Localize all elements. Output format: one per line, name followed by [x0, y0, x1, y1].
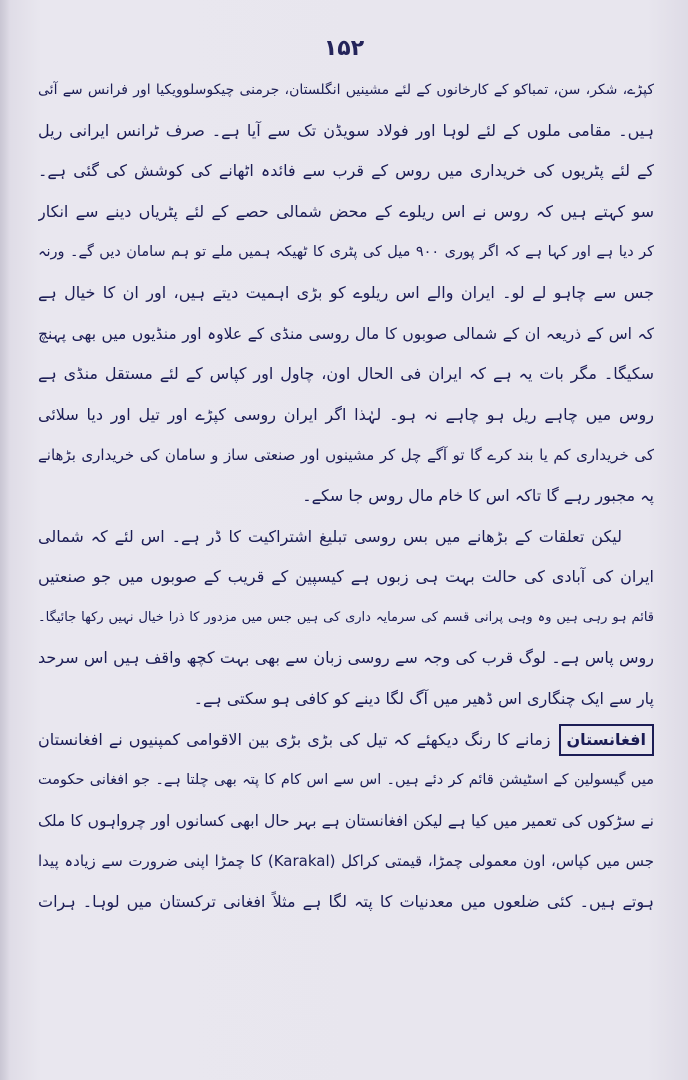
text-line: ایران کی آبادی کی حالت بہت ہی زبوں ہے کیسپین کے قریب کے صوبوں میں جو صنعتیں	[38, 567, 654, 587]
page-number: ۱۵۲	[323, 36, 365, 61]
text-line: ہیں۔ مقامی ملوں کے لئے لوہا اور فولاد سویڈن تک سے آیا ہے۔ صرف ٹرانس ایرانی ریل	[38, 120, 654, 140]
text-line: روس پاس ہے۔ لوگ قرب کی وجہ سے روسی زبان سے بھی بہت کچھ واقف ہیں اس سرحد	[38, 648, 654, 668]
text-line: جس میں کپاس، اون معمولی چمڑا، قیمتی کراکل (Karakal) کا چمڑا اپنی ضرورت سے زیادہ پیدا	[38, 852, 654, 871]
text-line: کے لئے پٹریوں کی خریداری میں روس کے قرب سے فائدہ اٹھانے کی کوشش کی گئی ہے۔	[38, 161, 654, 181]
text-line: ہوتے ہیں۔ کئی ضلعوں میں معدنیات کا پتہ لگا ہے مثلاً افغانی ترکستان میں لوہا۔ ہرات	[38, 891, 654, 911]
text-line: کر دیا ہے اور کہا ہے کہ اگر پوری ۹۰۰ میل کی پٹری کا ٹھیکہ ہمیں ملے تو ہم سامان دیں گے۔ ورنہ	[38, 244, 654, 261]
section-heading: افغانستان	[559, 724, 654, 756]
text-line: پار سے ایک چنگاری اس ڈھیر میں آگ لگا دینے کو کافی ہو سکتی ہے۔	[193, 688, 654, 708]
text-line: کپڑے، شکر، سن، تمباکو کے کارخانوں کے لئے مشینیں انگلستان، جرمنی چیکوسلوویکیا اور فرانس سے آئی	[38, 82, 654, 98]
text-line: نے سڑکوں کی تعمیر میں کیا ہے لیکن افغانستان ہے بہر حال ابھی کسانوں اور چرواہوں کا ملک	[38, 811, 654, 830]
text-line: کی خریداری کم یا بند کرے گا تو آگے چل کر مشینوں اور صنعتی ساز و سامان کی خریداری بڑھانے	[38, 446, 654, 465]
text-line: سو کہتے ہیں کہ روس نے اس ریلوے کے محض شمالی حصے کے لئے پٹریاں دینے سے انکار	[38, 201, 654, 221]
text-line: میں گیسولین کے اسٹیشن قائم کر دئے ہیں۔ اس سے اس کام کا پتہ بھی چلتا ہے۔ جو افغانی حکومت	[38, 772, 654, 789]
text-line: کہ اس کے ذریعہ ان کے شمالی صوبوں کا مال روسی منڈی کے علاوہ اور منڈیوں میں بھی پہنچ	[38, 324, 654, 343]
text-line: لیکن تعلقات کے بڑھانے میں بس روسی تبلیغ اشتراکیت کا ڈر ہے۔ اس لئے کہ شمالی	[38, 526, 622, 546]
text-line: پہ مجبور رہے گا تاکہ اس کا خام مال روس جا سکے۔	[302, 485, 654, 505]
section-heading-line	[38, 720, 654, 761]
text-line: روس میں چاہے ریل ہو چاہے نہ ہو۔ لہٰذا اگر ایران روسی کپڑے اور تیل اور دیا سلائی	[38, 404, 654, 424]
text-line: سکیگا۔ مگر بات یہ ہے کہ ایران فی الحال اون، چاول اور کپاس کے لئے مستقل منڈی ہے	[38, 364, 654, 384]
text-line: زمانے کا رنگ دیکھئے کہ تیل کی بڑی بڑی بین الاقوامی کمپنیوں نے افغانستان	[38, 729, 551, 749]
text-line: قائم ہو رہی ہیں وہ وہی پرانی قسم کی سرمایہ داری کی ہیں جس میں مزدور کا ذرا خیال نہیں رکھا جائیگا۔	[38, 609, 654, 625]
text-line: جس سے چاہو لے لو۔ ایران والے اس ریلوے کو بڑی اہمیت دیتے ہیں، اور ان کا خیال ہے	[38, 282, 654, 302]
body-text	[38, 70, 654, 922]
